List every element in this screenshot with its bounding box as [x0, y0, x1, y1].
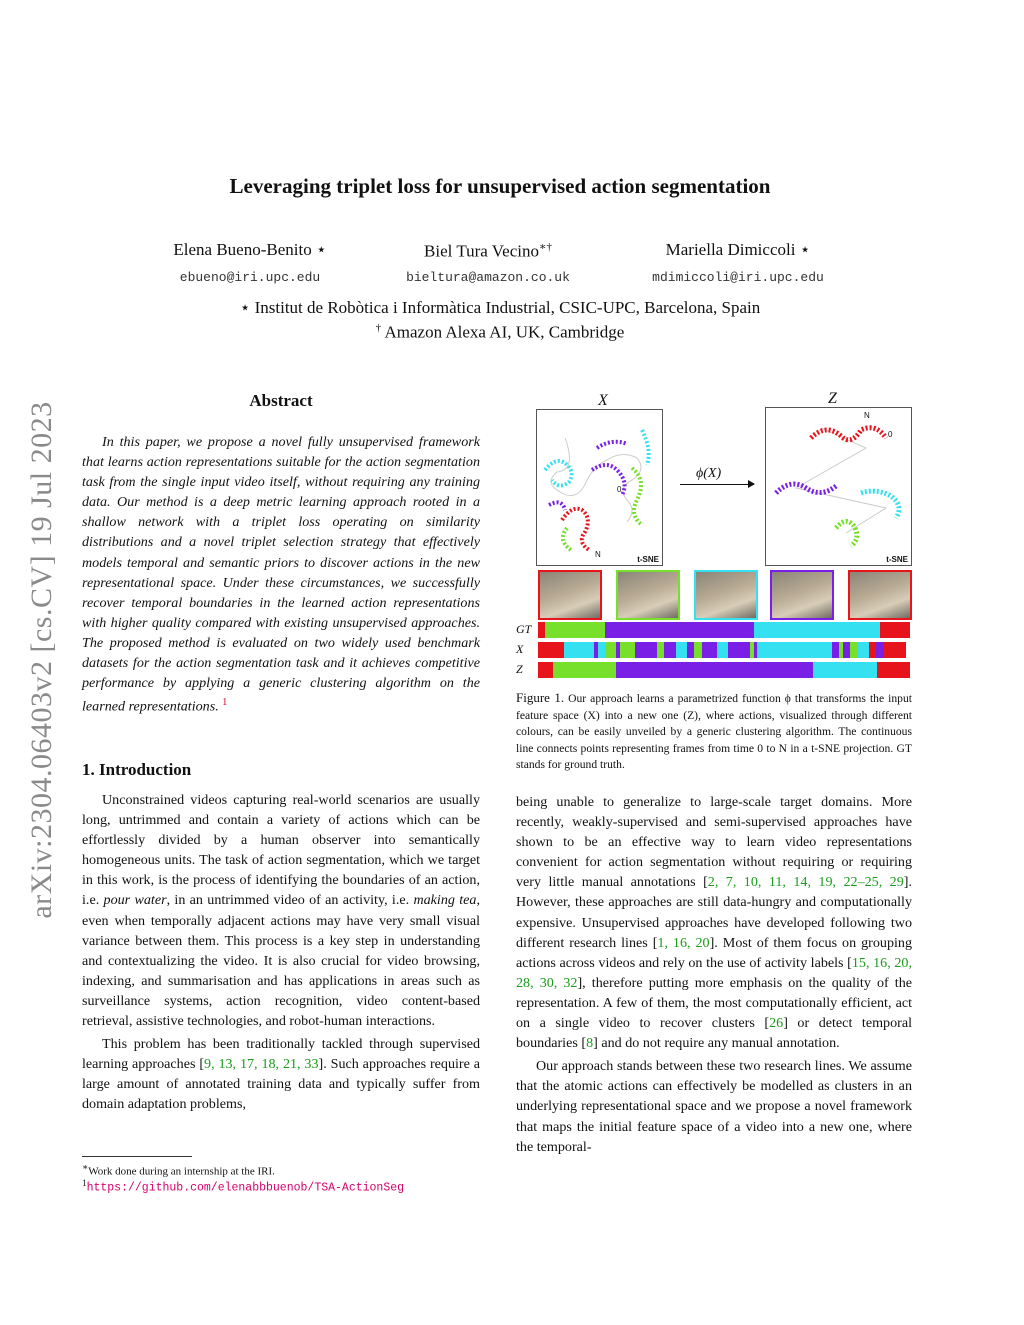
video-frame-3 [694, 570, 758, 620]
footnote-2: $^1$https://github.com/elenabbbuenob/TSA-ActionSeg [82, 1178, 405, 1195]
z-trajectory-line [796, 428, 886, 533]
paper-title: Leveraging triplet loss for unsupervised action segmentation [229, 174, 771, 198]
tsne-x-scatter [537, 410, 662, 565]
segment-green [657, 642, 664, 658]
author-3: Mariella Dimiccoli ⋆ [665, 240, 811, 259]
x-trajectory-line [551, 438, 641, 522]
tsne-label-x: t-SNE [637, 555, 659, 564]
segment-cyan [754, 622, 880, 638]
video-frame-5 [848, 570, 912, 620]
affiliation-2: † Amazon Alexa AI, UK, Cambridge [375, 322, 625, 342]
segment-red [538, 622, 545, 638]
intro-heading: 1. Introduction [82, 760, 192, 779]
segment-purple [605, 622, 754, 638]
intro-paragraph-2: This problem has been traditionally tackled through supervised learning approaches [9, 13, 17, 18, 21, 33]. Such approaches require a large amount of annotated training data and typically suffer from domain adaptation problems, [82, 1036, 480, 1113]
segment-red [877, 662, 910, 678]
footnote-1: ∗Work done during an internship at the IRI. [82, 1162, 275, 1178]
author-2-email: bieltura@amazon.co.uk [406, 270, 570, 285]
row-label-z: Z [516, 662, 523, 676]
segmentation-bar-gt [538, 622, 910, 638]
segment-purple [728, 642, 750, 658]
citation-link[interactable]: 1, 16, 20 [657, 934, 710, 951]
arrow-label: ϕ(X) [696, 466, 722, 481]
tsne-plot-z [765, 407, 912, 566]
intro-paragraph-1: Unconstrained videos capturing real-world scenarios are usually long, untrimmed and contain a variety of actions which can be effortlessly divided by a human observer into semantically homogeneous units. The task of action segmentation, which we target in this work, is the process of identifying the boundaries of an action, i.e. pour water, in an untrimmed video of an activity, i.e. making tea, even when temporally adjacent actions may have very small visual variance between them. This process is a key step in understanding and contextualizing the video. It is also crucial for video browsing, indexing, and summarisation and has applications in areas such as surveillance systems, action recognition, video content-based retrieval, assistive technologies, and robot-human interactions. [82, 792, 480, 1030]
intro-right-paragraph-1: being unable to generalize to large-scale target domains. More recently, weakly-supervised and semi-supervised approaches have shown to be an effective way to learn video representations convenient for action segmentation without requiring or requiring very little manual annotations [2, 7, 10, 11, 14, 19, 22–25, 29]. However, these approaches are still data-hungry and computationally expensive. Unsupervised approaches have developed following two different research lines [1, 16, 20]. Most of them focus on grouping actions across videos and rely on the use of activity labels [15, 16, 20, 28, 30, 32], therefore putting more emphasis on the quality of the representation. A few of them, the most computationally efficient, act on a single video to recover clusters [26] or detect temporal boundaries [8] and do not require any manual annotation. [516, 794, 912, 1052]
segment-cyan [598, 642, 605, 658]
affiliation-1: ⋆ Institut de Robòtica i Informàtica Industrial, CSIC-UPC, Barcelona, Spain [239, 298, 761, 317]
segment-red [538, 642, 564, 658]
segment-green [620, 642, 635, 658]
footnote-rule [82, 1156, 192, 1157]
segment-purple [635, 642, 657, 658]
segment-green [605, 642, 616, 658]
video-frame-1 [538, 570, 602, 620]
citation-link[interactable]: 8 [586, 1035, 594, 1052]
intro-right-paragraph-2: Our approach stands between these two research lines. We assume that the atomic actions can effectively be modelled as clusters in an underlying representational space and we propose a novel framework that maps the initial feature space of a video into a new one, where the temporal- [516, 1058, 912, 1155]
segment-red [538, 662, 553, 678]
segment-green [850, 642, 857, 658]
footnote-1-ref[interactable]: 1 [222, 697, 228, 709]
segment-cyan [813, 662, 876, 678]
author-3-email: mdimiccoli@iri.upc.edu [652, 270, 824, 285]
citation-link[interactable]: 26 [769, 1015, 784, 1032]
segment-green [694, 642, 701, 658]
transform-arrow [680, 484, 754, 485]
segment-cyan [676, 642, 687, 658]
segment-green [545, 622, 605, 638]
segment-purple [876, 642, 883, 658]
segment-green [553, 662, 616, 678]
arxiv-stamp-text: arXiv:2304.06403v2 [cs.CV] 19 Jul 2023 [25, 401, 58, 919]
video-frame-2 [616, 570, 680, 620]
arxiv-stamp [22, 370, 62, 950]
tsne-label-z: t-SNE [886, 555, 908, 564]
segment-cyan [564, 642, 594, 658]
arrow-head-icon [748, 480, 755, 488]
plot-x-label: X [598, 392, 608, 409]
citation-link[interactable]: 9, 13, 17, 18, 21, 33 [204, 1056, 319, 1073]
row-label-gt: GT [516, 622, 532, 636]
abstract-heading: Abstract [249, 391, 313, 410]
segmentation-bar-x [538, 642, 910, 658]
segment-cyan [757, 642, 831, 658]
segment-purple [702, 642, 717, 658]
intro-right-column [516, 792, 912, 1157]
z-end-label: N [864, 411, 870, 420]
segment-cyan [717, 642, 728, 658]
segmentation-bar-z [538, 662, 910, 678]
figure-caption: Figure 1. Our approach learns a parametrized function ϕ that transforms the input feature space (X) into a new one (Z), where actions, visualized through different colours, can be easily unveiled by a generic clustering algorithm. The continuous line connects points representing frames from time 0 to N in a t-SNE projection. GT stands for ground truth. [516, 690, 912, 772]
code-url-link[interactable]: https://github.com/elenabbbuenob/TSA-ActionSeg [86, 1181, 405, 1195]
tsne-plot-x [536, 409, 663, 566]
plot-z-label: Z [828, 390, 837, 407]
segment-purple [687, 642, 694, 658]
segment-purple [832, 642, 839, 658]
author-1: Elena Bueno-Benito ⋆ [173, 240, 327, 259]
z-start-label: 0 [888, 430, 893, 439]
intro-left-column [82, 790, 480, 1115]
segment-purple [664, 642, 675, 658]
row-label-x: X [516, 642, 524, 656]
x-start-label: 0 [617, 485, 622, 494]
segment-purple [843, 642, 850, 658]
segment-purple [616, 662, 813, 678]
abstract-body: In this paper, we propose a novel fully unsupervised framework that learns action representations suitable for the action segmentation task from the single input video itself, without requiring any training data. Our method is a deep metric learning approach rooted in a shallow network with a triplet loss operating on similarity distributions and a novel triplet selection strategy that effectively models temporal and semantic priors to discover actions in the new representational space. Under these circumstances, we successfully recover temporal boundaries in the learned action representations with higher quality compared with existing unsupervised approaches. The proposed method is evaluated on two widely used benchmark datasets for the action segmentation task and it achieves competitive performance by applying a generic clustering algorithm on the learned representations. $^1$ [82, 434, 480, 715]
citation-link[interactable]: 2, 7, 10, 11, 14, 19, 22–25, 29 [707, 874, 904, 891]
segment-red [884, 642, 906, 658]
segment-cyan [858, 642, 869, 658]
caption-label: Figure 1. [516, 690, 565, 705]
segment-red [880, 622, 910, 638]
video-frame-4 [770, 570, 834, 620]
author-2: Biel Tura Vecino∗† [424, 241, 552, 261]
segment-red [869, 642, 876, 658]
citation-link[interactable]: 15, 16, 20, 28, 30, 32 [516, 954, 912, 991]
x-end-label: N [595, 550, 601, 559]
author-1-email: ebueno@iri.upc.edu [179, 270, 321, 285]
